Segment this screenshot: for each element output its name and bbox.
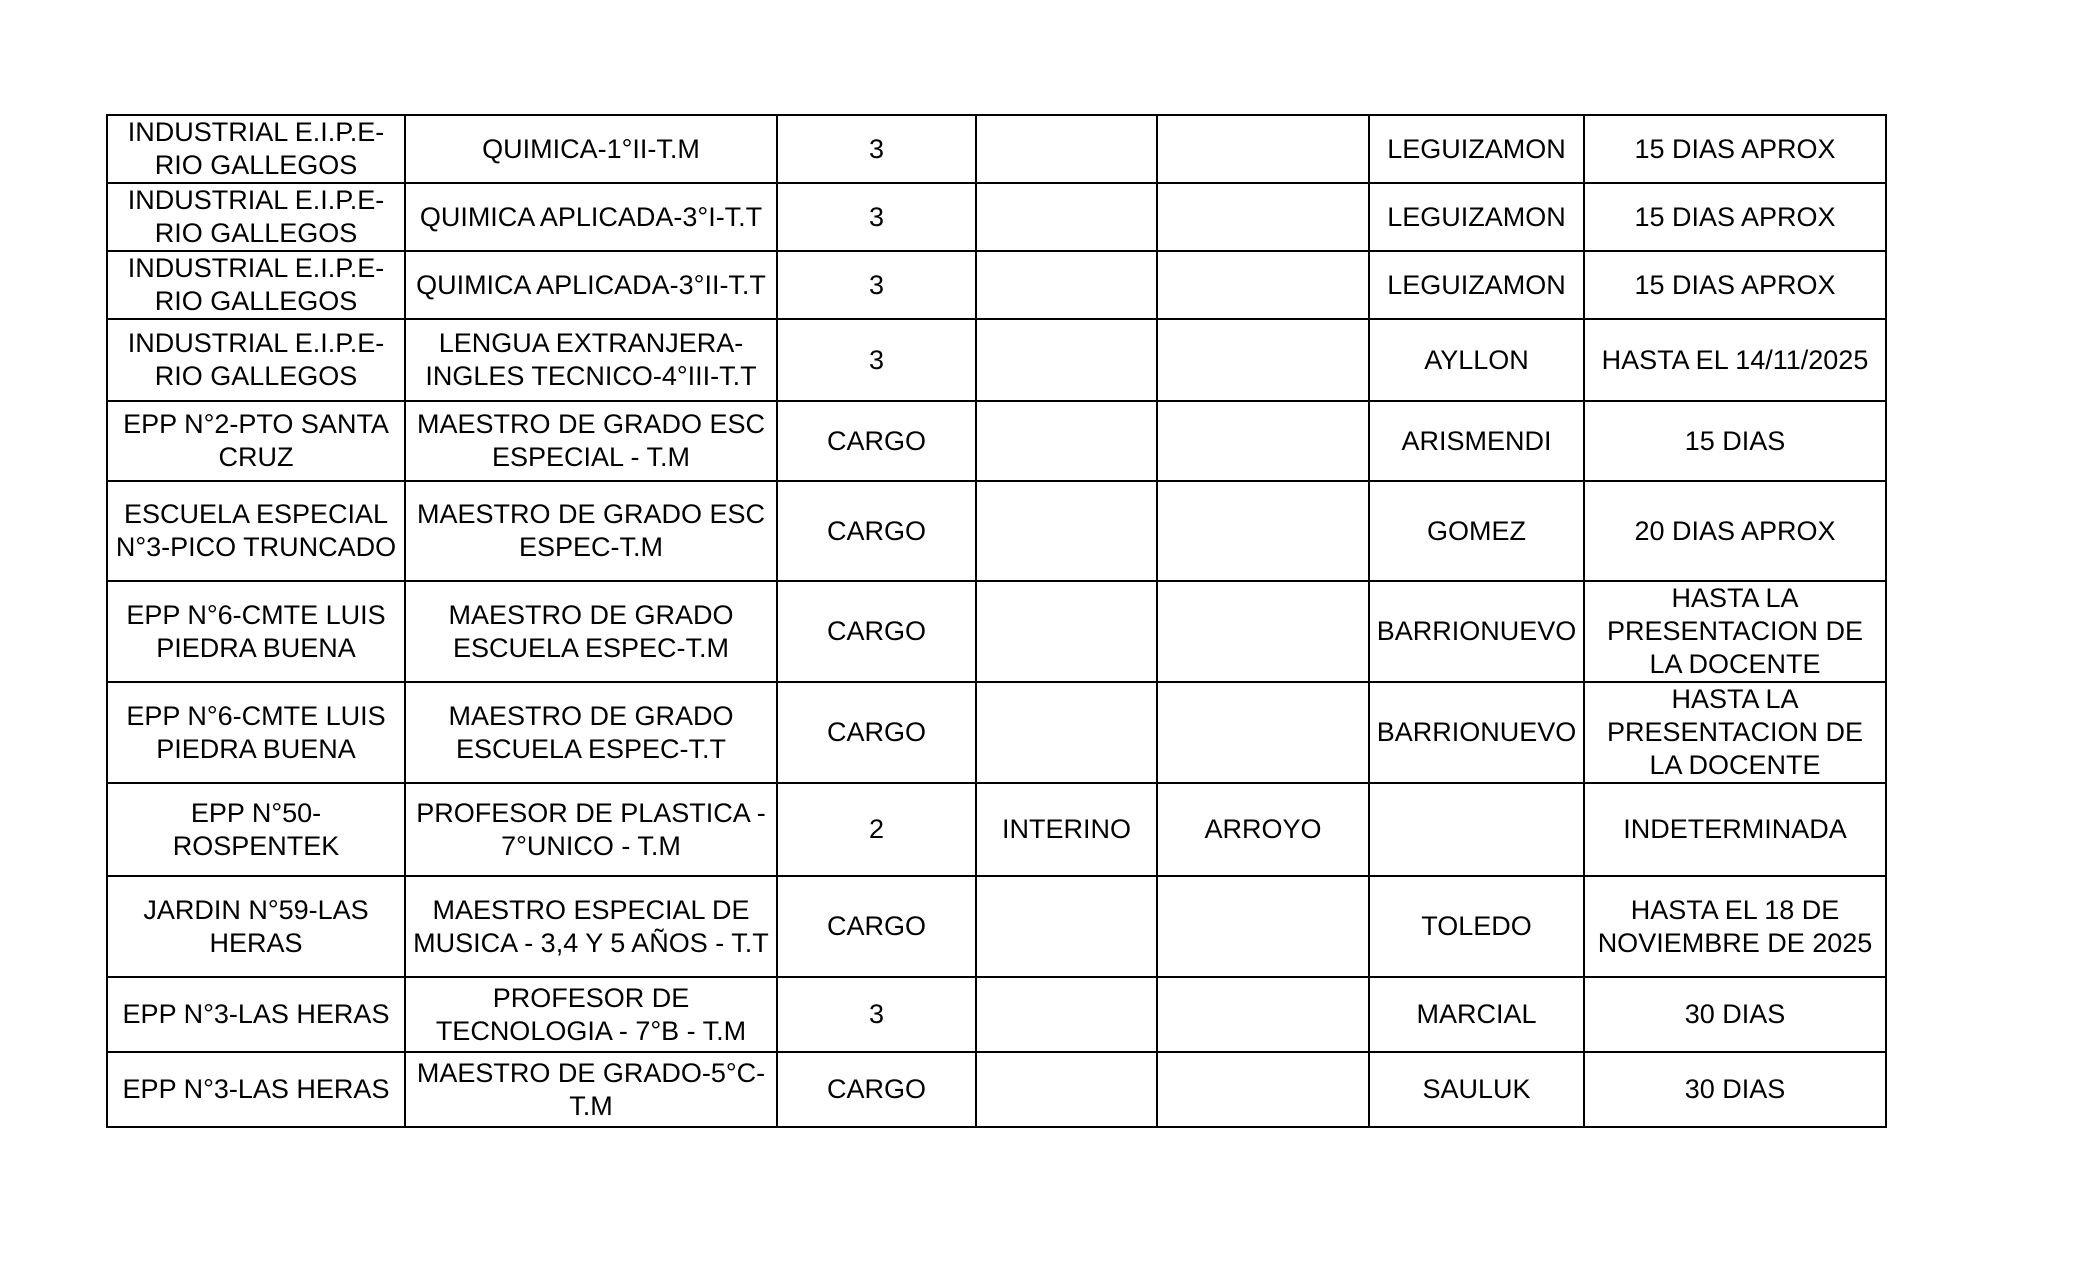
teacher-cell: SAULUK [1369, 1052, 1584, 1127]
teacher-cell: LEGUIZAMON [1369, 183, 1584, 251]
subject-cell: LENGUA EXTRANJERA-INGLES TECNICO-4°III-T.T [405, 319, 777, 401]
subject-cell: MAESTRO DE GRADO ESCUELA ESPEC-T.M [405, 581, 777, 682]
school-cell: EPP N°3-LAS HERAS [107, 977, 405, 1052]
teacher-cell: MARCIAL [1369, 977, 1584, 1052]
school-cell: EPP N°2-PTO SANTA CRUZ [107, 401, 405, 481]
duration-cell: HASTA EL 18 DE NOVIEMBRE DE 2025 [1584, 876, 1886, 977]
school-cell: EPP N°50-ROSPENTEK [107, 783, 405, 876]
table-row [107, 581, 1886, 682]
holder-cell [1157, 481, 1369, 581]
status-cell [976, 481, 1157, 581]
table-row [107, 783, 1886, 876]
status-cell [976, 977, 1157, 1052]
holder-cell [1157, 401, 1369, 481]
duration-cell: HASTA LA PRESENTACION DE LA DOCENTE [1584, 581, 1886, 682]
school-cell: EPP N°3-LAS HERAS [107, 1052, 405, 1127]
teacher-cell: ARISMENDI [1369, 401, 1584, 481]
table-row [107, 1052, 1886, 1127]
duration-cell: 30 DIAS [1584, 1052, 1886, 1127]
school-cell: INDUSTRIAL E.I.P.E-RIO GALLEGOS [107, 115, 405, 183]
table-row [107, 115, 1886, 183]
school-cell: INDUSTRIAL E.I.P.E-RIO GALLEGOS [107, 319, 405, 401]
hours-cell: CARGO [777, 876, 976, 977]
teacher-cell: LEGUIZAMON [1369, 115, 1584, 183]
teacher-cell: LEGUIZAMON [1369, 251, 1584, 319]
status-cell [976, 401, 1157, 481]
teacher-cell: TOLEDO [1369, 876, 1584, 977]
status-cell [976, 682, 1157, 783]
hours-cell: 3 [777, 319, 976, 401]
table-row [107, 682, 1886, 783]
subject-cell: PROFESOR DE PLASTICA - 7°UNICO - T.M [405, 783, 777, 876]
subject-cell: MAESTRO DE GRADO ESCUELA ESPEC-T.T [405, 682, 777, 783]
hours-cell: 2 [777, 783, 976, 876]
teacher-cell [1369, 783, 1584, 876]
school-cell: EPP N°6-CMTE LUIS PIEDRA BUENA [107, 581, 405, 682]
holder-cell [1157, 251, 1369, 319]
subject-cell: MAESTRO DE GRADO ESC ESPECIAL - T.M [405, 401, 777, 481]
hours-cell: 3 [777, 251, 976, 319]
teacher-cell: BARRIONUEVO [1369, 581, 1584, 682]
table-row [107, 977, 1886, 1052]
holder-cell [1157, 876, 1369, 977]
subject-cell: QUIMICA-1°II-T.M [405, 115, 777, 183]
vacancy-table [106, 114, 1887, 1128]
duration-cell: 15 DIAS APROX [1584, 251, 1886, 319]
duration-cell: 15 DIAS [1584, 401, 1886, 481]
school-cell: INDUSTRIAL E.I.P.E-RIO GALLEGOS [107, 183, 405, 251]
holder-cell [1157, 1052, 1369, 1127]
teacher-cell: AYLLON [1369, 319, 1584, 401]
holder-cell [1157, 682, 1369, 783]
status-cell [976, 581, 1157, 682]
duration-cell: 15 DIAS APROX [1584, 183, 1886, 251]
table-row [107, 183, 1886, 251]
duration-cell: 30 DIAS [1584, 977, 1886, 1052]
hours-cell: 3 [777, 183, 976, 251]
duration-cell: HASTA EL 14/11/2025 [1584, 319, 1886, 401]
table-row [107, 481, 1886, 581]
holder-cell [1157, 977, 1369, 1052]
teacher-cell: GOMEZ [1369, 481, 1584, 581]
status-cell [976, 1052, 1157, 1127]
holder-cell [1157, 183, 1369, 251]
subject-cell: MAESTRO DE GRADO ESC ESPEC-T.M [405, 481, 777, 581]
table-row [107, 401, 1886, 481]
status-cell [976, 183, 1157, 251]
duration-cell: HASTA LA PRESENTACION DE LA DOCENTE [1584, 682, 1886, 783]
hours-cell: CARGO [777, 401, 976, 481]
hours-cell: CARGO [777, 581, 976, 682]
hours-cell: CARGO [777, 682, 976, 783]
duration-cell: 20 DIAS APROX [1584, 481, 1886, 581]
school-cell: JARDIN N°59-LAS HERAS [107, 876, 405, 977]
holder-cell [1157, 581, 1369, 682]
holder-cell [1157, 319, 1369, 401]
table-row [107, 251, 1886, 319]
hours-cell: CARGO [777, 481, 976, 581]
status-cell [976, 251, 1157, 319]
subject-cell: MAESTRO ESPECIAL DE MUSICA - 3,4 Y 5 AÑOS - T.T [405, 876, 777, 977]
holder-cell [1157, 115, 1369, 183]
hours-cell: CARGO [777, 1052, 976, 1127]
duration-cell: 15 DIAS APROX [1584, 115, 1886, 183]
table-row [107, 876, 1886, 977]
teacher-cell: BARRIONUEVO [1369, 682, 1584, 783]
school-cell: ESCUELA ESPECIAL N°3-PICO TRUNCADO [107, 481, 405, 581]
duration-cell: INDETERMINADA [1584, 783, 1886, 876]
status-cell [976, 319, 1157, 401]
subject-cell: QUIMICA APLICADA-3°I-T.T [405, 183, 777, 251]
status-cell: INTERINO [976, 783, 1157, 876]
status-cell [976, 115, 1157, 183]
school-cell: EPP N°6-CMTE LUIS PIEDRA BUENA [107, 682, 405, 783]
holder-cell: ARROYO [1157, 783, 1369, 876]
table-row [107, 319, 1886, 401]
status-cell [976, 876, 1157, 977]
table-body [107, 115, 1886, 1127]
subject-cell: PROFESOR DE TECNOLOGIA - 7°B - T.M [405, 977, 777, 1052]
subject-cell: QUIMICA APLICADA-3°II-T.T [405, 251, 777, 319]
hours-cell: 3 [777, 977, 976, 1052]
subject-cell: MAESTRO DE GRADO-5°C-T.M [405, 1052, 777, 1127]
school-cell: INDUSTRIAL E.I.P.E-RIO GALLEGOS [107, 251, 405, 319]
hours-cell: 3 [777, 115, 976, 183]
